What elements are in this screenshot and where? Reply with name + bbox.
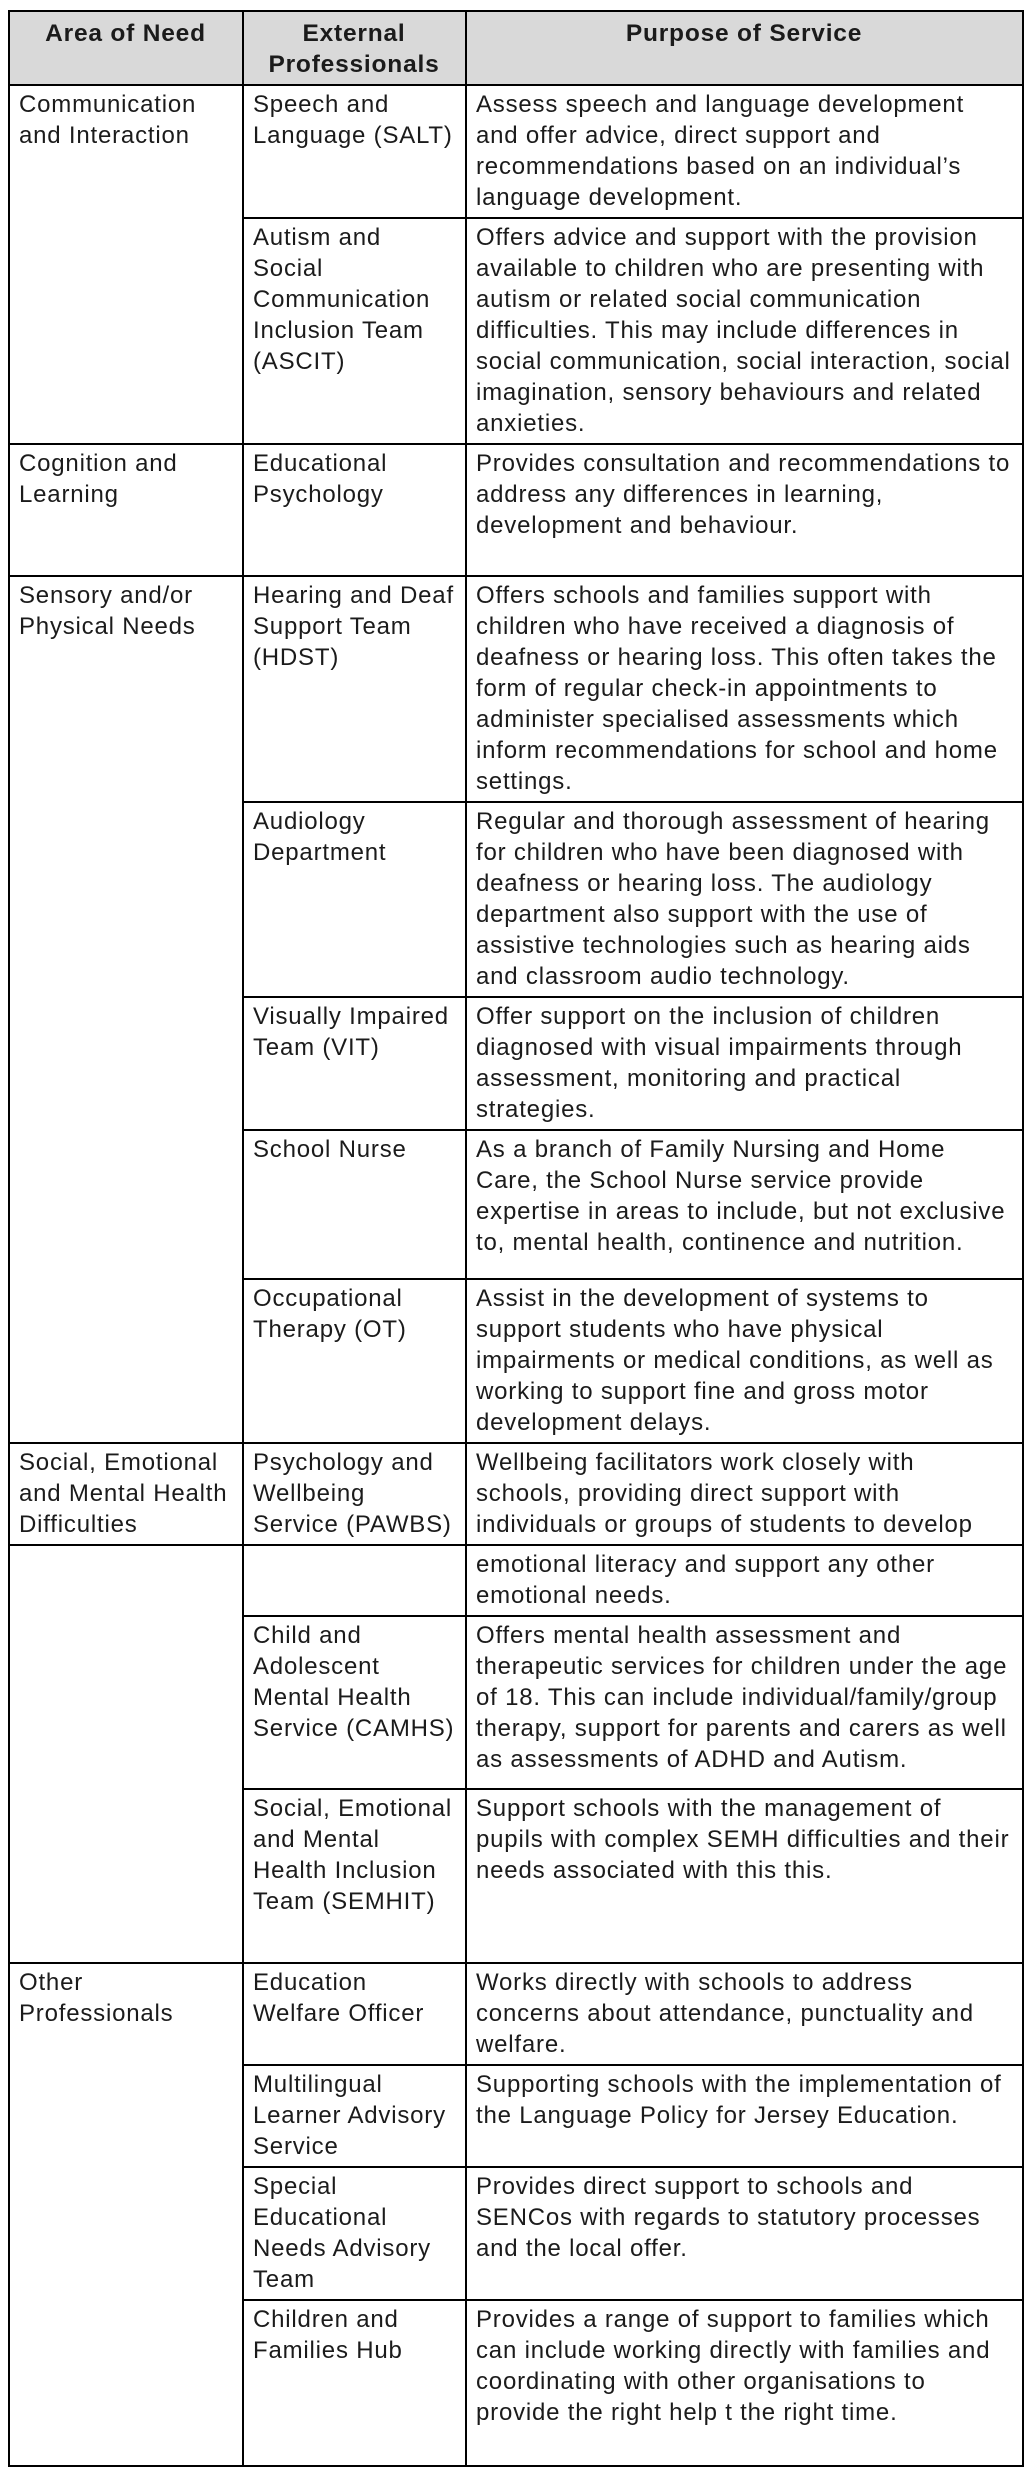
purpose-of-service-cell: Wellbeing facilitators work closely with schools, providing direct support with individuals or groups of students to develop <box>466 1443 1023 1545</box>
external-professional-cell: Psychology and Wellbeing Service (PAWBS) <box>243 1443 466 1545</box>
purpose-of-service-cell: emotional literacy and support any other emotional needs. <box>466 1545 1023 1616</box>
external-professional-cell: Hearing and Deaf Support Team (HDST) <box>243 576 466 802</box>
purpose-of-service-cell: Offers advice and support with the provision available to children who are presenting with autism or related social communication difficulties. This may include differences in social communication, social interaction, social imagination, sensory behaviours and related anxieties. <box>466 218 1023 444</box>
external-professional-cell: Autism and Social Communication Inclusion Team (ASCIT) <box>243 218 466 444</box>
table-header-row <box>9 11 1023 85</box>
external-professional-cell: Audiology Department <box>243 802 466 997</box>
table-row <box>9 85 1023 218</box>
external-professional-cell: Visually Impaired Team (VIT) <box>243 997 466 1130</box>
purpose-of-service-cell: As a branch of Family Nursing and Home Care, the School Nurse service provide expertise in areas to include, but not exclusive to, mental health, continence and nutrition. <box>466 1130 1023 1279</box>
purpose-of-service-cell: Supporting schools with the implementation of the Language Policy for Jersey Education. <box>466 2065 1023 2167</box>
purpose-of-service-cell: Regular and thorough assessment of hearing for children who have been diagnosed with deafness or hearing loss. The audiology department also support with the use of assistive technologies such as hearing aids and classroom audio technology. <box>466 802 1023 997</box>
area-of-need-cell-continued <box>9 1545 243 1963</box>
table-row <box>9 1963 1023 2065</box>
external-professionals-table <box>8 10 1024 2467</box>
table-row <box>9 1545 1023 1616</box>
table-row <box>9 1443 1023 1545</box>
area-of-need-cell: Other Professionals <box>9 1963 243 2466</box>
col-header-area-of-need: Area of Need <box>9 11 243 85</box>
external-professional-cell: Multilingual Learner Advisory Service <box>243 2065 466 2167</box>
purpose-of-service-cell: Assess speech and language development and offer advice, direct support and recommendations based on an individual’s language development. <box>466 85 1023 218</box>
purpose-of-service-cell: Offer support on the inclusion of children diagnosed with visual impairments through assessment, monitoring and practical strategies. <box>466 997 1023 1130</box>
purpose-of-service-cell: Provides a range of support to families which can include working directly with families and coordinating with other organisations to provide the right help t the right time. <box>466 2300 1023 2466</box>
purpose-of-service-cell: Works directly with schools to address concerns about attendance, punctuality and welfare. <box>466 1963 1023 2065</box>
table-row <box>9 444 1023 576</box>
external-professional-cell: Child and Adolescent Mental Health Service (CAMHS) <box>243 1616 466 1789</box>
external-professional-cell: Occupational Therapy (OT) <box>243 1279 466 1443</box>
external-professional-cell: Speech and Language (SALT) <box>243 85 466 218</box>
area-of-need-cell: Sensory and/or Physical Needs <box>9 576 243 1443</box>
purpose-of-service-cell: Offers schools and families support with children who have received a diagnosis of deafness or hearing loss. This often takes the form of regular check-in appointments to administer specialised assessments which inform recommendations for school and home settings. <box>466 576 1023 802</box>
purpose-of-service-cell: Provides direct support to schools and SENCos with regards to statutory processes and the local offer. <box>466 2167 1023 2300</box>
external-professional-cell: Educational Psychology <box>243 444 466 576</box>
external-professional-cell: Children and Families Hub <box>243 2300 466 2466</box>
table-row <box>9 576 1023 802</box>
area-of-need-cell: Cognition and Learning <box>9 444 243 576</box>
area-of-need-cell: Social, Emotional and Mental Health Difficulties <box>9 1443 243 1545</box>
external-professional-cell: Social, Emotional and Mental Health Inclusion Team (SEMHIT) <box>243 1789 466 1963</box>
col-header-purpose-of-service: Purpose of Service <box>466 11 1023 85</box>
external-professional-cell: Education Welfare Officer <box>243 1963 466 2065</box>
purpose-of-service-cell: Offers mental health assessment and therapeutic services for children under the age of 18. This can include individual/family/group therapy, support for parents and carers as well as assessments of ADHD and Autism. <box>466 1616 1023 1789</box>
col-header-external-professionals: External Professionals <box>243 11 466 85</box>
external-professional-cell: School Nurse <box>243 1130 466 1279</box>
purpose-of-service-cell: Provides consultation and recommendations to address any differences in learning, development and behaviour. <box>466 444 1023 576</box>
purpose-of-service-cell: Assist in the development of systems to support students who have physical impairments or medical conditions, as well as working to support fine and gross motor development delays. <box>466 1279 1023 1443</box>
external-professional-cell <box>243 1545 466 1616</box>
area-of-need-cell: Communication and Interaction <box>9 85 243 444</box>
external-professional-cell: Special Educational Needs Advisory Team <box>243 2167 466 2300</box>
purpose-of-service-cell: Support schools with the management of pupils with complex SEMH difficulties and their needs associated with this this. <box>466 1789 1023 1963</box>
